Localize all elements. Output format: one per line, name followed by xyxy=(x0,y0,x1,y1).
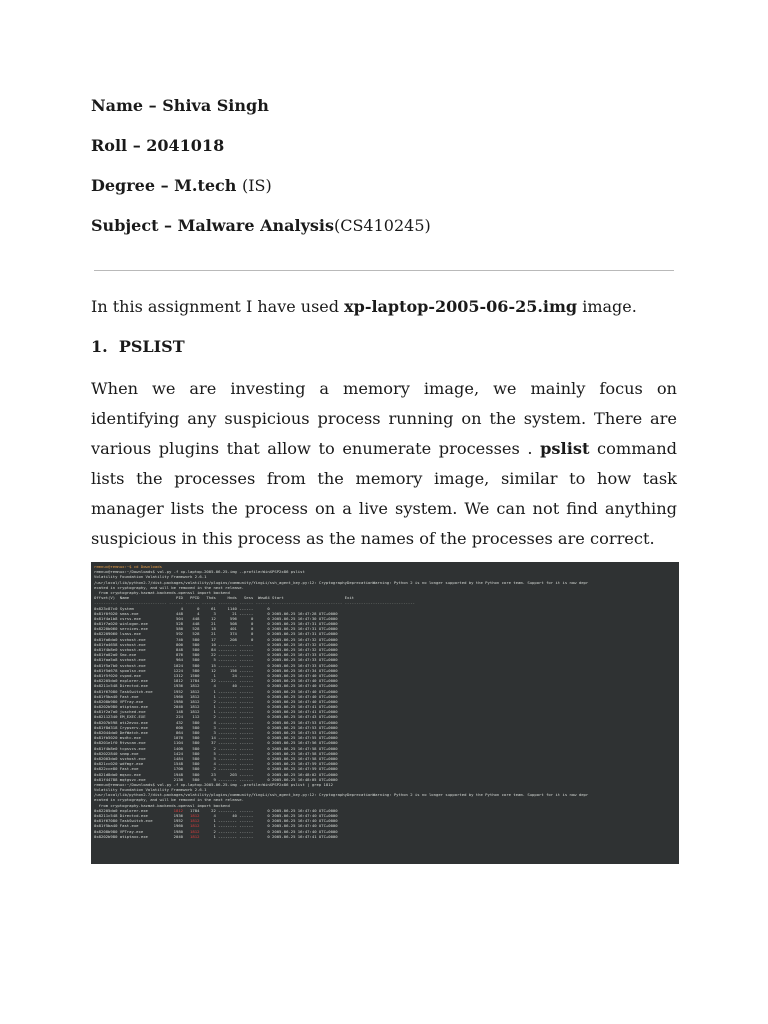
grep-row-suffix: 1 -------- ------ 0 2005-06-25 16:47:40 UTC+0000 xyxy=(199,818,338,824)
pslist-command: pslist xyxy=(540,439,590,458)
process-row: 0x81f7a020 winlogon.exe 528 448 21 508 0 0 2005-06-25 16:47:31 UTC+0000 xyxy=(94,621,338,627)
process-row: 0x81f5d678 spoolsv.exe 1224 580 12 156 ------ 0 2005-06-25 16:47:34 UTC+0000 xyxy=(94,667,338,673)
process-row: 0x81f5f020 cvpnd.exe 1312 1500 1 24 ------ 0 2005-06-25 16:47:40 UTC+0000 xyxy=(94,672,338,678)
grep-row-suffix: 1 -------- ------ 0 2005-06-25 16:47:41 UTC+0000 xyxy=(199,833,338,839)
horizontal-divider xyxy=(94,270,674,271)
process-row: 0x81f44788 mqtgsvc.exe 2136 580 9 -------- ------ 0 2005-06-25 16:48:05 UTC+0000 xyxy=(94,776,338,782)
grep-row xyxy=(94,834,676,839)
image-filename: xp-laptop-2005-06-25.img xyxy=(344,297,578,316)
process-row: 0x82022840 snmp.exe 1424 580 5 -------- ------ 0 2005-06-25 16:47:58 UTC+0000 xyxy=(94,750,338,756)
process-row: 0x81f0f020 smss.exe 448 4 3 21 ------ 0 2005-06-25 16:47:28 UTC+0000 xyxy=(94,610,338,616)
degree-line xyxy=(91,176,272,196)
process-row: 0x823c87c0 System 4 0 61 1140 ------ 0 xyxy=(94,605,270,611)
degree-suffix: (IS) xyxy=(241,176,272,195)
section-title: PSLIST xyxy=(118,337,185,356)
degree-label: Degree – xyxy=(91,176,175,195)
process-row: 0x821cc020 wdfmgr.exe 1548 580 4 -------- ------ 0 2005-06-25 16:47:59 UTC+0000 xyxy=(94,761,338,767)
process-row: 0x81f5a7b0 svchost.exe 1024 580 15 -------- ------ 0 2005-06-25 16:47:33 UTC+0000 xyxy=(94,662,338,668)
section-number: 1. xyxy=(91,337,108,356)
roll-number-line xyxy=(91,136,224,156)
subject-value: Malware Analysis xyxy=(177,216,334,235)
body-text-1: When we are investing a memory image, we mainly focus on identifying any suspicious process running on the system. There are various plugins that allow to enumerate processes . xyxy=(91,379,677,458)
student-name-line xyxy=(91,96,269,116)
process-row: 0x81fa4658 svchost.exe 800 580 10 -------- ------ 0 2005-06-25 16:47:32 UTC+0000 xyxy=(94,641,338,647)
grep-match-highlight: 1812 xyxy=(190,828,200,834)
degree-value: M.tech xyxy=(174,176,242,195)
grep-row-suffix: 1784 22 -------- ------ 0 2005-06-25 16:47:40 UTC+0000 xyxy=(183,807,338,813)
terminal-screenshot xyxy=(91,562,679,864)
process-row: 0x81f67080 TaskSwitch.exe 1952 1812 1 -------- ------ 0 2005-06-25 16:47:40 UTC+0000 xyxy=(94,688,338,694)
process-row: 0x81f5ba40 Fast.exe 1960 1812 1 -------- ------ 0 2005-06-25 16:47:40 UTC+0000 xyxy=(94,693,338,699)
process-row: 0x821d8da0 mqsvc.exe 1948 580 23 203 ------ 0 2005-06-25 16:48:02 UTC+0000 xyxy=(94,771,338,777)
grep-match-highlight: 1812 xyxy=(190,813,200,818)
grep-result-list xyxy=(94,808,676,839)
terminal-command-pslist: remnux@remnux:~/Downloads$ vol.py -f xp-laptop-2005-06-25.img --profile=WinXPSP2x86 pslist xyxy=(94,569,305,575)
terminal-warning: from cryptography.hazmat.backends.openssl import backend xyxy=(94,802,230,808)
process-row: 0x8201e1f0 Rtvscan.exe 1104 580 37 -------- ------ 0 2005-06-25 16:47:56 UTC+0000 xyxy=(94,740,338,746)
process-row: 0x81f2a7a0 jusched.exe 148 1812 1 -------- ------ 0 2005-06-25 16:47:41 UTC+0000 xyxy=(94,709,338,715)
process-row: 0x82044da0 DefWatch.exe 864 580 3 -------- ------ 0 2005-06-25 16:47:53 UTC+0000 xyxy=(94,730,338,735)
roll-label: Roll – xyxy=(91,136,147,155)
process-row: 0x81f8d318 Crypserv.exe 600 580 3 -------- ------ 0 2005-06-25 16:47:53 UTC+0000 xyxy=(94,724,338,730)
grep-match-highlight: 1812 xyxy=(173,807,184,813)
roll-value: 2041018 xyxy=(146,136,225,155)
body-paragraph xyxy=(91,374,677,554)
grep-row-suffix: 1 -------- ------ 0 2005-06-25 16:47:40 UTC+0000 xyxy=(199,823,338,829)
process-row: 0x81f4b8e0 svchost.exe 848 580 84 -------- ------ 0 2005-06-25 16:47:32 UTC+0000 xyxy=(94,647,338,652)
process-row: 0x81f4b8e0 tcpsvcs.exe 1400 580 2 -------- ------ 0 2005-06-25 16:47:58 UTC+0000 xyxy=(94,745,338,751)
terminal-banner: Volatility Foundation Volatility Framework 2.6.1 xyxy=(94,574,207,580)
terminal-warning: /usr/local/lib/python2.7/dist-packages/volatility/plugins/community/YingLi/ssh_agent_key.py:12: CryptographyDeprecationWarning: Python 2 is no longer supported by the Python core team. Support for it is now depr xyxy=(94,792,589,798)
intro-paragraph xyxy=(91,296,677,318)
process-row: 0x8208b980 VPTray.exe 1980 1812 2 -------- ------ 0 2005-06-25 16:47:40 UTC+0000 xyxy=(94,698,338,704)
process-row: 0x82205da0 explorer.exe 1812 1784 22 -------- ------ 0 2005-06-25 16:47:40 UTC+0000 xyxy=(94,678,338,684)
name-label: Name – xyxy=(91,96,163,115)
grep-row-prefix: 0x82205da0 explorer.exe xyxy=(94,807,174,813)
process-row: 0x82112340 EM_EXEC.EXE 224 112 2 -------- ------ 0 2005-06-25 16:47:43 UTC+0000 xyxy=(94,714,338,720)
grep-match-highlight: 1812 xyxy=(190,823,200,829)
process-list xyxy=(94,606,676,782)
grep-row-prefix: 0x8211c548 Directcd.exe 1936 xyxy=(94,813,191,818)
grep-row-prefix: 0x8208b980 VPTray.exe 1980 xyxy=(94,828,191,834)
terminal-column-header: Offset(V) Name PID PPID Thds Hnds Sess Wow64 Start Exit xyxy=(94,595,355,601)
terminal-prompt-cd: remnux@remnux:~$ cd Downloads xyxy=(94,564,162,569)
process-row: 0x82209060 lsass.exe 592 528 21 374 0 0 2005-06-25 16:47:31 UTC+0000 xyxy=(94,631,338,637)
terminal-warning: ecated in cryptography, and will be removed in the next release. xyxy=(94,797,244,803)
subject-label: Subject – xyxy=(91,216,178,235)
grep-row-suffix: 2 -------- ------ 0 2005-06-25 16:47:40 UTC+0000 xyxy=(199,828,338,834)
grep-row-prefix: 0x8202b980 atiptaxx.exe 2040 xyxy=(94,833,191,839)
terminal-warning: from cryptography.hazmat.backends.openssl import backend xyxy=(94,589,230,595)
terminal-warning: ecated in cryptography, and will be removed in the next release. xyxy=(94,584,244,590)
intro-text-before: In this assignment I have used xyxy=(91,297,345,316)
process-row: 0x822cce80 Fast.exe 1700 580 2 -------- ------ 0 2005-06-25 16:47:59 UTC+0000 xyxy=(94,766,338,772)
process-row: 0x81fb5020 msdtc.exe 1076 580 14 -------- ------ 0 2005-06-25 16:47:55 UTC+0000 xyxy=(94,735,338,741)
body-text-2: command lists the processes from the memory image, similar to how task manager lists the process on a live system. We can not find anything suspicious in this process as the names of the processes are correct. xyxy=(91,439,677,548)
terminal-warning: /usr/local/lib/python2.7/dist-packages/volatility/plugins/community/YingLi/ssh_agent_key.py:12: CryptographyDeprecationWarning: Python 2 is no longer supported by the Python core team. Support for it is now depr xyxy=(94,579,589,585)
process-row: 0x8211c548 Directcd.exe 1936 1812 4 40 ------ 0 2005-06-25 16:47:40 UTC+0000 xyxy=(94,683,338,689)
terminal-banner: Volatility Foundation Volatility Framework 2.6.1 xyxy=(94,787,207,793)
name-value: Shiva Singh xyxy=(162,96,269,115)
terminal-separator: ---------- -------------------- ------ ------ ------ -------- ------ ------ ------------------------------ ------------------------------ xyxy=(94,600,415,606)
subject-line xyxy=(91,216,431,236)
process-row: 0x8207b598 ati2evxx.exe 432 580 4 -------- ------ 0 2005-06-25 16:47:53 UTC+0000 xyxy=(94,719,338,725)
grep-row-suffix: 4 40 ------ 0 2005-06-25 16:47:40 UTC+0000 xyxy=(199,813,338,818)
process-row: 0x8202b980 atiptaxx.exe 2040 1812 1 -------- ------ 0 2005-06-25 16:47:41 UTC+0000 xyxy=(94,704,338,710)
process-row: 0x82003da0 svchost.exe 1484 580 5 -------- ------ 0 2005-06-25 16:47:58 UTC+0000 xyxy=(94,755,338,761)
grep-row-prefix: 0x81f5ba40 Fast.exe 1960 xyxy=(94,823,191,829)
process-row: 0x81f4a1b8 csrss.exe 504 448 12 596 0 0 2005-06-25 16:47:30 UTC+0000 xyxy=(94,615,338,621)
subject-code: (CS410245) xyxy=(333,216,431,235)
terminal-command-grep: remnux@remnux:~/Downloads$ vol.py -f xp-laptop-2005-06-25.img --profile=WinXPSP2x86 pslist | grep 1812 xyxy=(94,781,333,787)
grep-match-highlight: 1812 xyxy=(190,818,200,824)
grep-match-highlight: 1812 xyxy=(190,833,200,839)
grep-row-prefix: 0x81f67080 TaskSwitch.exe 1952 xyxy=(94,818,191,824)
intro-text-after: image. xyxy=(577,297,637,316)
section-heading xyxy=(91,336,677,358)
process-row: 0x81fa02a0 Smc.exe 876 580 22 -------- ------ 0 2005-06-25 16:47:33 UTC+0000 xyxy=(94,652,338,658)
process-row: 0x81faa5a8 svchost.exe 964 580 5 -------- ------ 0 2005-06-25 16:47:33 UTC+0000 xyxy=(94,657,338,663)
process-row: 0x81fa6da0 svchost.exe 740 580 17 208 0 0 2005-06-25 16:47:32 UTC+0000 xyxy=(94,636,338,642)
process-row: 0x8220b060 services.exe 580 528 18 401 0 0 2005-06-25 16:47:31 UTC+0000 xyxy=(94,626,338,632)
